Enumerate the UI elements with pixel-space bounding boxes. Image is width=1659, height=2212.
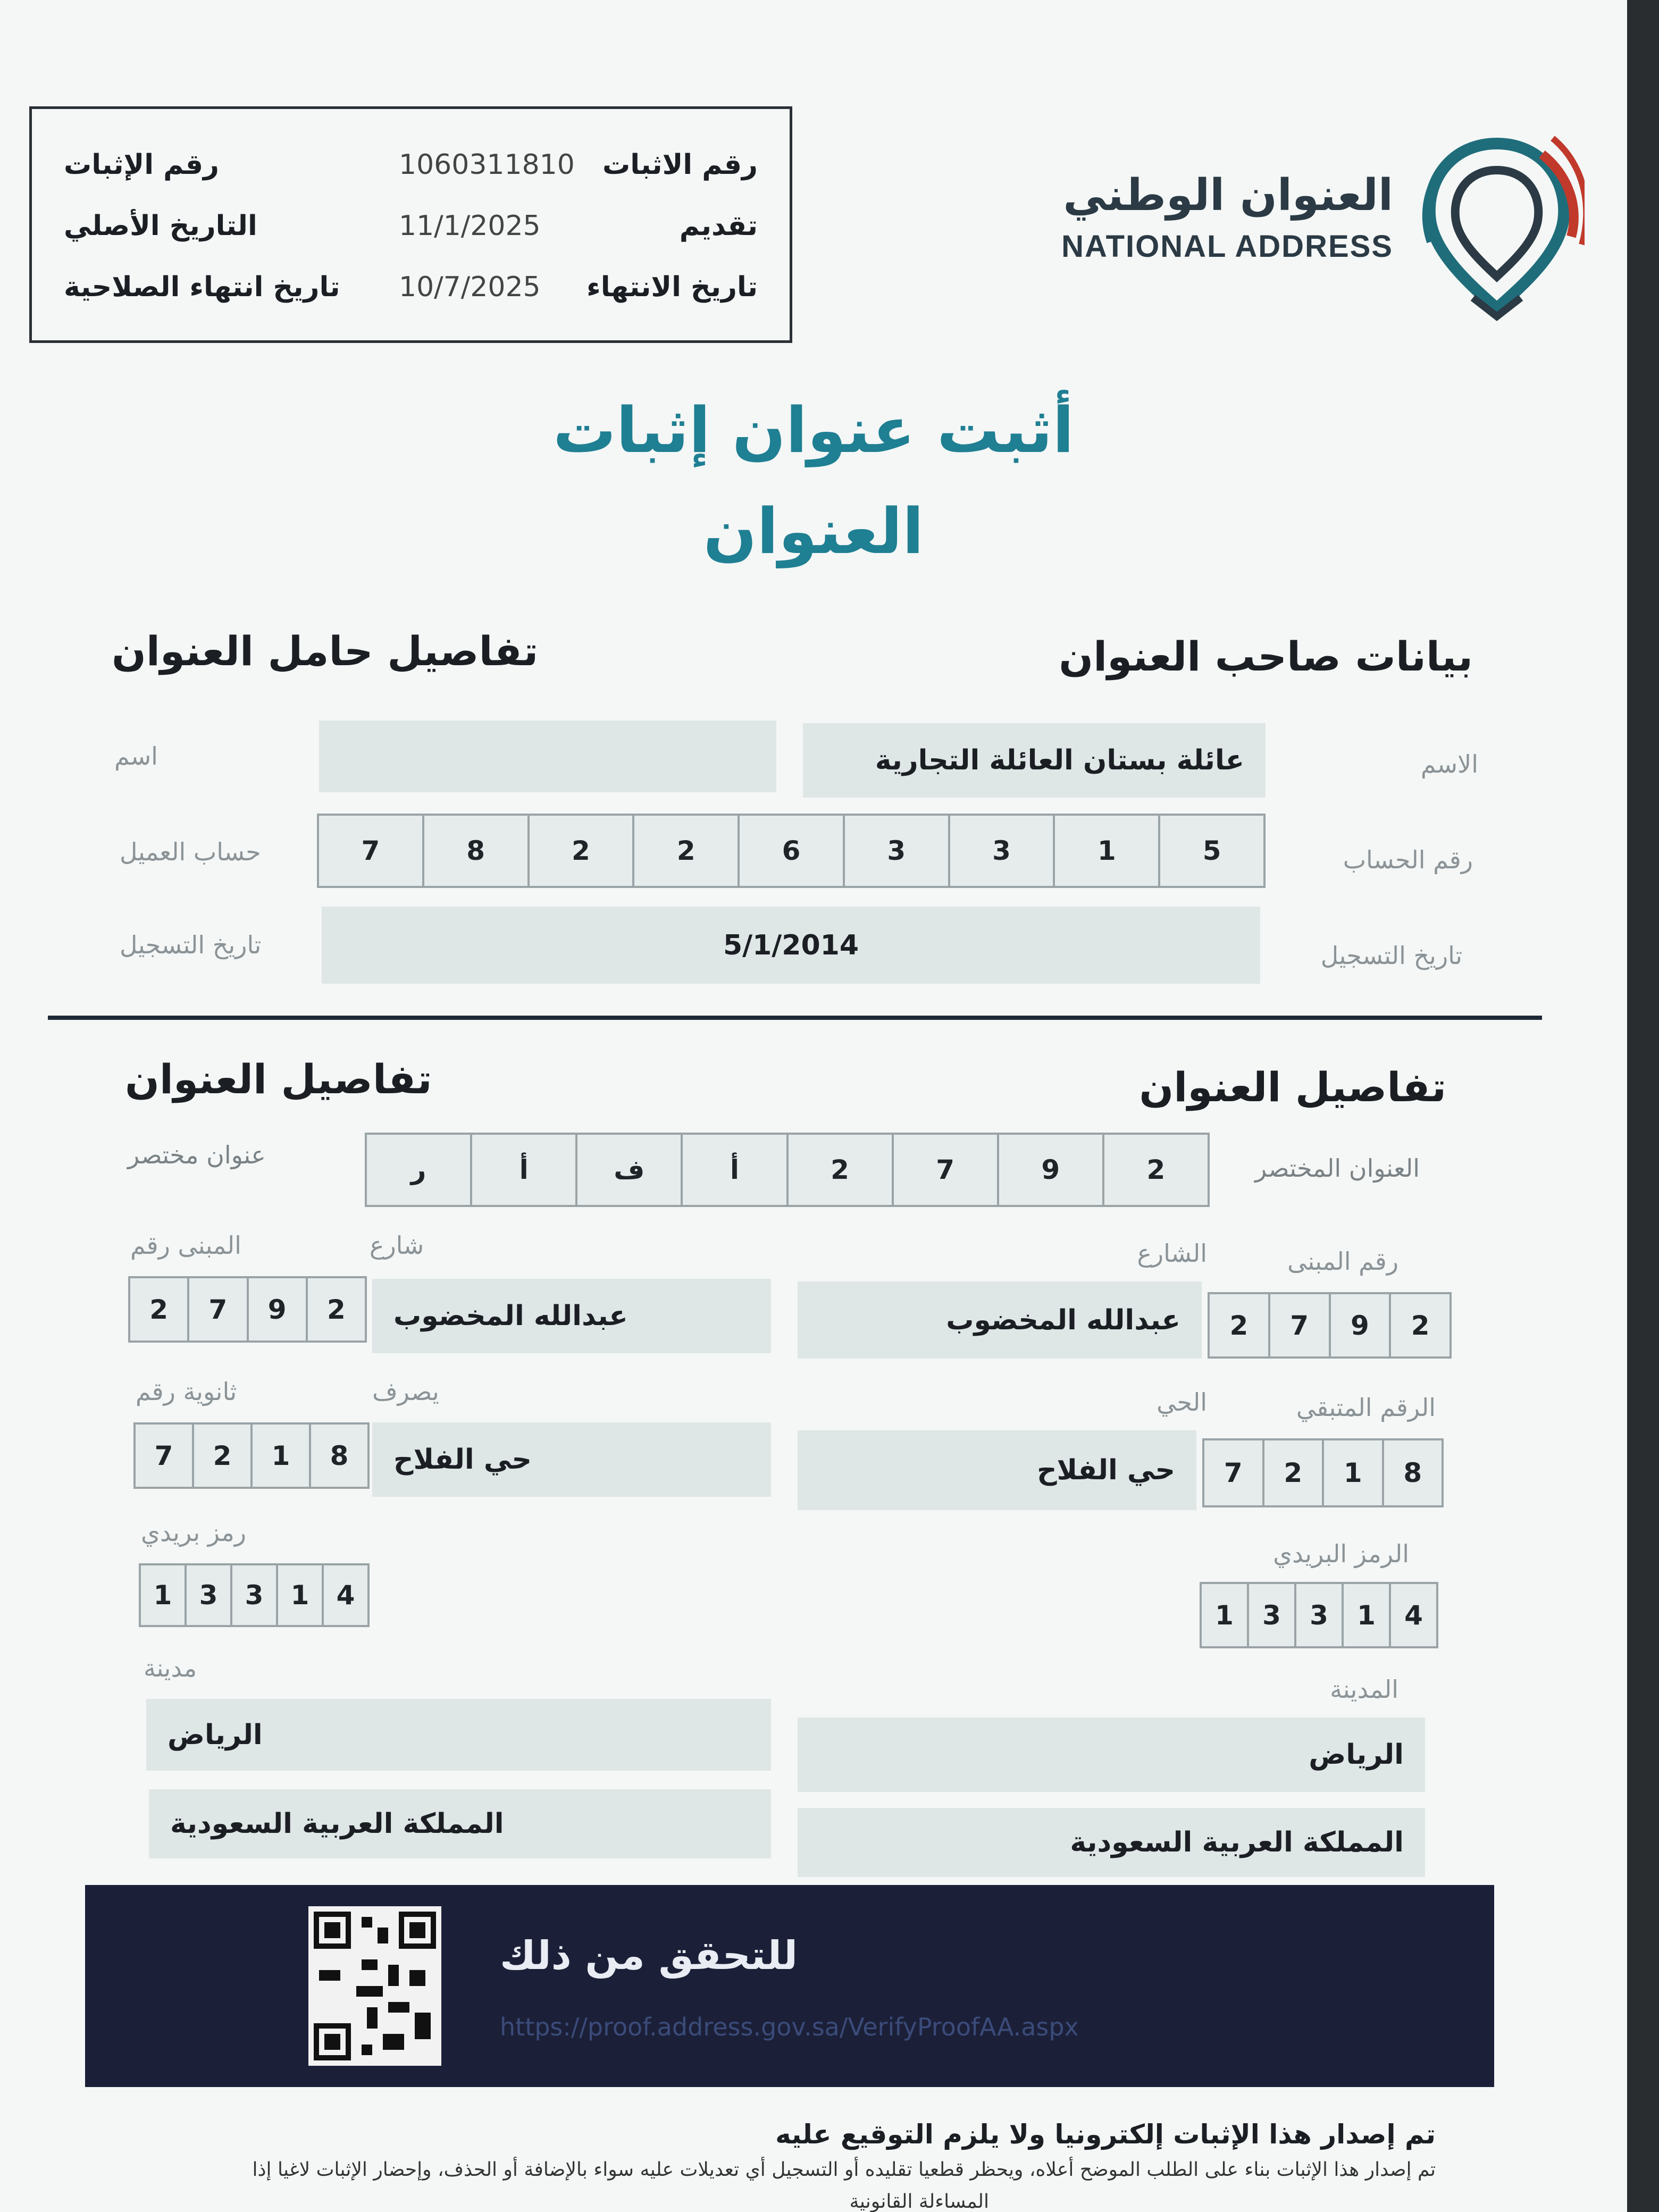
info-row-expiry-date	[32, 261, 790, 319]
district-field-left: حي الفلاح	[372, 1422, 771, 1497]
city-field-left: الرياض	[146, 1699, 771, 1771]
registration-label-left: تاريخ التسجيل	[120, 931, 262, 959]
postal-digit: 4	[322, 1563, 370, 1627]
info-label-left: رقم الإثبات	[64, 149, 219, 181]
postal-digit: 1	[139, 1563, 187, 1627]
postal-digit: 3	[185, 1563, 232, 1627]
qr-code-icon[interactable]	[308, 1906, 441, 2066]
verification-banner	[85, 1885, 1494, 2087]
postal-digit: 3	[230, 1563, 278, 1627]
building-digit: 2	[1389, 1292, 1452, 1359]
account-digit: 3	[948, 814, 1055, 888]
short-address-char: ف	[575, 1133, 683, 1207]
national-address-logo	[1042, 122, 1585, 324]
account-digit: 2	[527, 814, 635, 888]
additional-number-label-right: الرقم المتبقي	[1296, 1393, 1436, 1422]
info-label-left: تاريخ انتهاء الصلاحية	[64, 271, 340, 303]
account-digit: 3	[843, 814, 950, 888]
footer-electronic-note: تم إصدار هذا الإثبات إلكترونيا ولا يلزم التوقيع عليه	[775, 2119, 1436, 2150]
building-digit: 2	[306, 1276, 367, 1343]
account-digit: 8	[422, 814, 530, 888]
account-number-cells	[319, 814, 1266, 888]
building-number-cells-right	[1210, 1292, 1452, 1359]
holder-name-field	[319, 720, 776, 792]
street-field-left: عبدالله المخضوب	[372, 1279, 771, 1353]
account-digit: 7	[317, 814, 424, 888]
district-label-left: يصرف	[372, 1377, 439, 1406]
info-row-issue-date	[32, 199, 790, 258]
proof-info-box	[29, 106, 792, 343]
postal-code-label-right: الرمز البريدي	[1273, 1539, 1409, 1568]
additional-number-cells-right	[1204, 1438, 1444, 1507]
registration-date-field: 5/1/2014	[322, 907, 1260, 984]
owner-name-field: عائلة بستان العائلة التجارية	[803, 723, 1266, 798]
additional-digit: 8	[309, 1422, 370, 1489]
address-heading-left: تفاصيل العنوان	[125, 1055, 432, 1103]
street-label-left: شارع	[370, 1231, 424, 1260]
short-address-char: 9	[997, 1133, 1104, 1207]
building-digit: 2	[128, 1276, 189, 1343]
additional-number-label-left: ثانوية رقم	[136, 1377, 237, 1406]
additional-digit: 2	[1262, 1438, 1325, 1507]
verify-link[interactable]: https://proof.address.gov.sa/VerifyProofAA.aspx	[500, 2013, 1079, 2041]
account-digit: 5	[1158, 814, 1266, 888]
country-field-left: المملكة العربية السعودية	[149, 1789, 771, 1858]
additional-digit: 1	[250, 1422, 311, 1489]
street-label-right: الشارع	[1137, 1239, 1207, 1268]
footer-legal: المساءلة القانونية	[849, 2191, 989, 2212]
city-field-right: الرياض	[798, 1717, 1425, 1792]
owner-heading-right: بيانات صاحب العنوان	[1059, 633, 1473, 680]
building-number-label-left: المبنى رقم	[130, 1231, 241, 1260]
document-title: أثبت عنوان إثبات	[553, 393, 1074, 467]
additional-digit: 1	[1322, 1438, 1384, 1507]
additional-number-cells-left	[136, 1422, 370, 1489]
photo-edge	[1627, 0, 1659, 2212]
short-address-label-left: عنوان مختصر	[128, 1141, 266, 1169]
account-digit: 2	[632, 814, 740, 888]
postal-code-cells-left	[141, 1563, 370, 1627]
additional-digit: 7	[133, 1422, 194, 1489]
building-digit: 7	[1268, 1292, 1331, 1359]
building-digit: 9	[1329, 1292, 1392, 1359]
district-label-right: الحي	[1157, 1388, 1207, 1417]
additional-digit: 2	[192, 1422, 253, 1489]
short-address-char: ر	[365, 1133, 472, 1207]
info-label-right: تاريخ الانتهاء	[586, 271, 758, 303]
info-value: 10/7/2025	[399, 271, 541, 303]
short-address-cells	[367, 1133, 1210, 1207]
location-pin-icon	[1409, 122, 1585, 324]
account-label-left: حساب العميل	[120, 837, 261, 866]
name-label-right: الاسم	[1420, 750, 1478, 778]
postal-digit: 4	[1389, 1582, 1438, 1648]
address-heading-right: تفاصيل العنوان	[1139, 1063, 1446, 1111]
building-number-label-right: رقم المبنى	[1287, 1247, 1398, 1276]
postal-code-cells-right	[1202, 1582, 1438, 1648]
name-label-left: اسم	[114, 742, 158, 770]
account-digit: 1	[1053, 814, 1160, 888]
short-address-char: 7	[892, 1133, 999, 1207]
postal-code-label-left: رمز بريدي	[141, 1518, 246, 1547]
logo-arabic-text: العنوان الوطني	[1063, 170, 1393, 221]
postal-digit: 1	[1200, 1582, 1249, 1648]
postal-digit: 1	[276, 1563, 324, 1627]
account-digit: 6	[738, 814, 845, 888]
info-row-proof-number	[32, 138, 790, 197]
additional-digit: 7	[1202, 1438, 1264, 1507]
short-address-char: 2	[786, 1133, 894, 1207]
info-label-right: رقم الاثبات	[602, 149, 758, 181]
district-field-right: حي الفلاح	[798, 1430, 1196, 1510]
account-label-right: رقم الحساب	[1343, 845, 1473, 874]
building-digit: 9	[247, 1276, 308, 1343]
postal-digit: 1	[1342, 1582, 1391, 1648]
short-address-char: أ	[470, 1133, 577, 1207]
street-field-right: عبدالله المخضوب	[798, 1281, 1202, 1359]
short-address-char: 2	[1102, 1133, 1210, 1207]
building-digit: 7	[187, 1276, 248, 1343]
short-address-label-right: العنوان المختصر	[1254, 1154, 1420, 1183]
document-title-line2: العنوان	[703, 495, 924, 568]
verify-text: للتحقق من ذلك	[500, 1933, 798, 1979]
country-field-right: المملكة العربية السعودية	[798, 1808, 1425, 1877]
footer-disclaimer: تم إصدار هذا الإثبات بناء على الطلب الموضح أعلاه، ويحظر قطعيا تقليده أو التسجيل أي تعديلات عليه سواء بالإضافة أو الحذف، وإحضار الإثبات لاغيا إذا	[252, 2159, 1436, 2181]
logo-english-text: NATIONAL ADDRESS	[1061, 229, 1393, 264]
info-value: 11/1/2025	[399, 210, 541, 242]
short-address-char: أ	[681, 1133, 788, 1207]
section-divider	[48, 1016, 1542, 1020]
additional-digit: 8	[1382, 1438, 1444, 1507]
postal-digit: 3	[1247, 1582, 1296, 1648]
city-label-left: مدينة	[144, 1654, 197, 1682]
info-label-left: التاريخ الأصلي	[64, 210, 257, 242]
building-digit: 2	[1208, 1292, 1270, 1359]
info-label-right: تقديم	[679, 210, 758, 242]
building-number-cells-left	[130, 1276, 367, 1343]
registration-label-right: تاريخ التسجيل	[1320, 941, 1462, 970]
owner-heading-left: تفاصيل حامل العنوان	[112, 627, 539, 675]
postal-digit: 3	[1294, 1582, 1344, 1648]
city-label-right: المدينة	[1330, 1675, 1398, 1704]
info-value: 1060311810	[399, 149, 575, 181]
